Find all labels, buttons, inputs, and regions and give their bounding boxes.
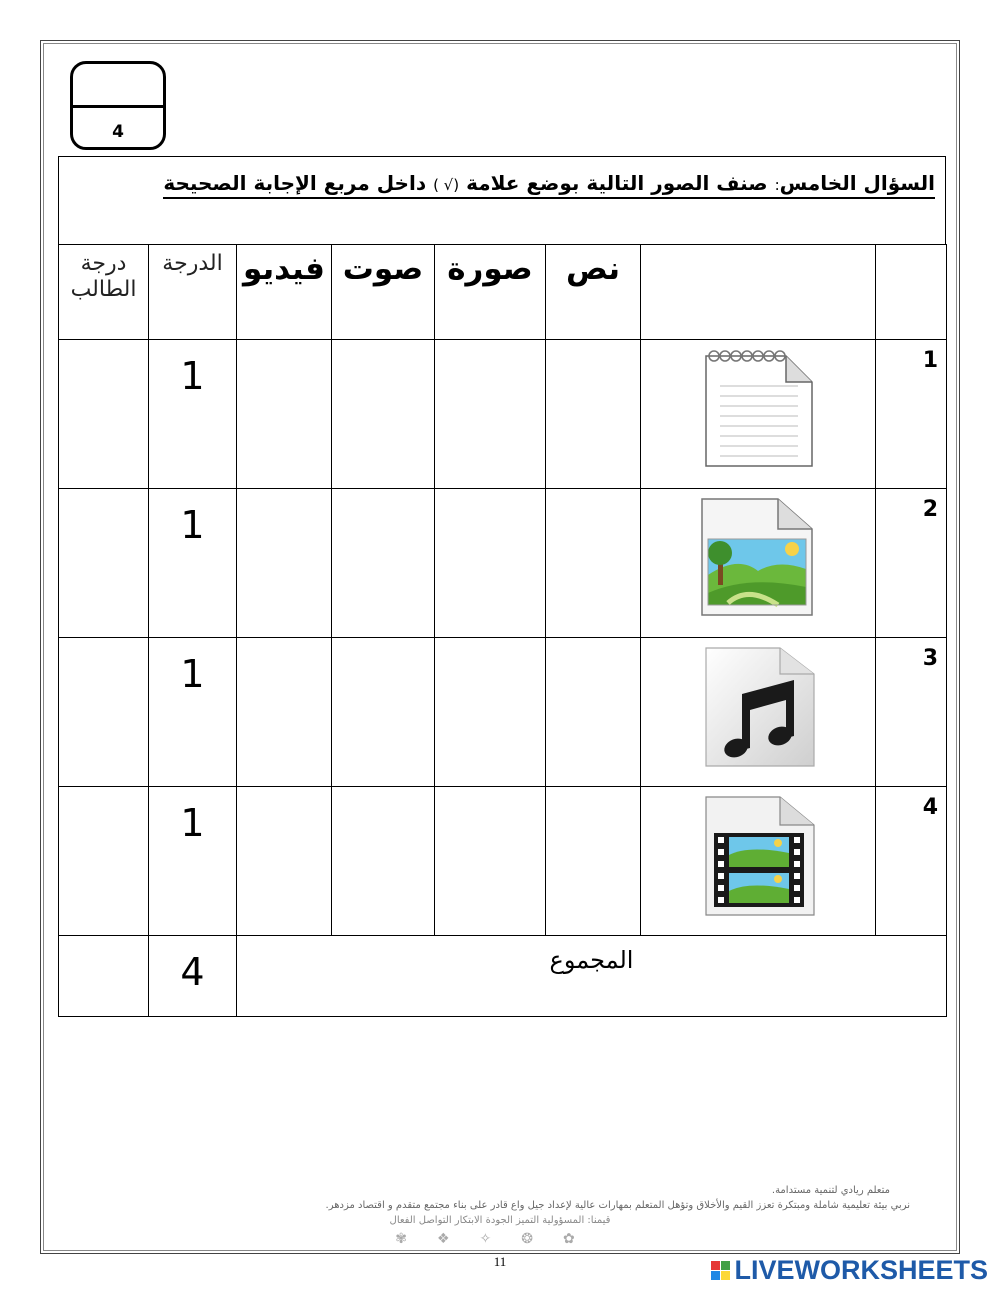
question-text-2: داخل مربع الإجابة الصحيحة	[163, 171, 427, 195]
answer-video-cell[interactable]	[237, 340, 332, 489]
table-row	[59, 489, 947, 638]
brand-name: LIVEWORKSHEETS	[734, 1255, 988, 1285]
answer-sound-cell[interactable]	[332, 787, 435, 936]
row-number: 3	[876, 638, 947, 787]
header-grade: الدرجة	[149, 245, 237, 340]
answer-sound-cell[interactable]	[332, 489, 435, 638]
header-sound: صوت	[332, 245, 435, 340]
answer-text-cell[interactable]	[546, 638, 641, 787]
table-row	[59, 787, 947, 936]
school-footer	[70, 1183, 930, 1247]
answer-picture-cell[interactable]	[435, 787, 546, 936]
classification-table	[58, 244, 947, 1017]
header-text: نص	[546, 245, 641, 340]
row-grade: 1	[149, 340, 237, 489]
footer-value-logos	[70, 1232, 930, 1247]
answer-picture-cell[interactable]	[435, 489, 546, 638]
student-grade-cell[interactable]	[59, 340, 149, 489]
question-text: صنف الصور التالية بوضع علامة	[466, 171, 768, 195]
answer-text-cell[interactable]	[546, 489, 641, 638]
audio-file-icon	[698, 644, 818, 768]
question-colon: :	[774, 176, 780, 194]
check-mark-symbol: (√ )	[433, 176, 460, 194]
total-row	[59, 936, 947, 1017]
student-grade-cell[interactable]	[59, 489, 149, 638]
question-box	[58, 156, 946, 244]
score-box-divider	[73, 105, 163, 108]
score-box-value: 4	[112, 122, 124, 142]
footer-values: قيمنا: المسؤولية التميز الجودة الابتكار التواصل الفعال	[389, 1215, 611, 1226]
total-label: المجموع	[237, 936, 947, 1017]
footer-mission: نربي بيئة تعليمية شاملة ومبتكرة تعزز القيم والأخلاق وتؤهل المتعلم بمهارات عالية لإعداد جيل واع قادر على بناء مجتمع متقدم و اقتصاد مزدهر.	[325, 1200, 910, 1211]
answer-picture-cell[interactable]	[435, 638, 546, 787]
header-image	[641, 245, 876, 340]
page-number: 11	[493, 1254, 507, 1269]
value-logo-icon: ❂	[521, 1231, 564, 1247]
header-student-grade: درجة الطالب	[59, 245, 149, 340]
question-heading	[163, 171, 935, 199]
row-number: 2	[876, 489, 947, 638]
answer-sound-cell[interactable]	[332, 340, 435, 489]
table-row	[59, 340, 947, 489]
answer-video-cell[interactable]	[237, 787, 332, 936]
value-logo-icon: ❖	[436, 1231, 480, 1247]
answer-text-cell[interactable]	[546, 340, 641, 489]
header-number	[876, 245, 947, 340]
score-box	[70, 61, 166, 150]
video-file-icon	[698, 793, 818, 917]
row-image-cell	[641, 787, 876, 936]
row-grade: 1	[149, 638, 237, 787]
value-logo-icon: ✿	[563, 1231, 605, 1247]
question-label: السؤال الخامس	[779, 171, 935, 195]
table-row	[59, 638, 947, 787]
brand-blocks-icon	[711, 1261, 730, 1280]
value-logo-icon: ✧	[479, 1231, 522, 1247]
header-picture: صورة	[435, 245, 546, 340]
student-grade-cell[interactable]	[59, 638, 149, 787]
row-grade: 1	[149, 787, 237, 936]
student-grade-cell[interactable]	[59, 787, 149, 936]
liveworksheets-logo	[711, 1255, 988, 1286]
footer-vision: متعلم ريادي لتنمية مستدامة.	[771, 1185, 890, 1196]
row-image-cell	[641, 638, 876, 787]
row-number: 1	[876, 340, 947, 489]
answer-video-cell[interactable]	[237, 489, 332, 638]
row-number: 4	[876, 787, 947, 936]
student-total-cell[interactable]	[59, 936, 149, 1017]
image-file-icon	[698, 495, 818, 619]
answer-picture-cell[interactable]	[435, 340, 546, 489]
header-video: فيديو	[237, 245, 332, 340]
row-grade: 1	[149, 489, 237, 638]
answer-video-cell[interactable]	[237, 638, 332, 787]
total-grade: 4	[149, 936, 237, 1017]
row-image-cell	[641, 489, 876, 638]
answer-text-cell[interactable]	[546, 787, 641, 936]
answer-sound-cell[interactable]	[332, 638, 435, 787]
header-row	[59, 245, 947, 340]
row-image-cell	[641, 340, 876, 489]
text-file-icon	[698, 346, 818, 470]
value-logo-icon: ✾	[395, 1231, 437, 1247]
